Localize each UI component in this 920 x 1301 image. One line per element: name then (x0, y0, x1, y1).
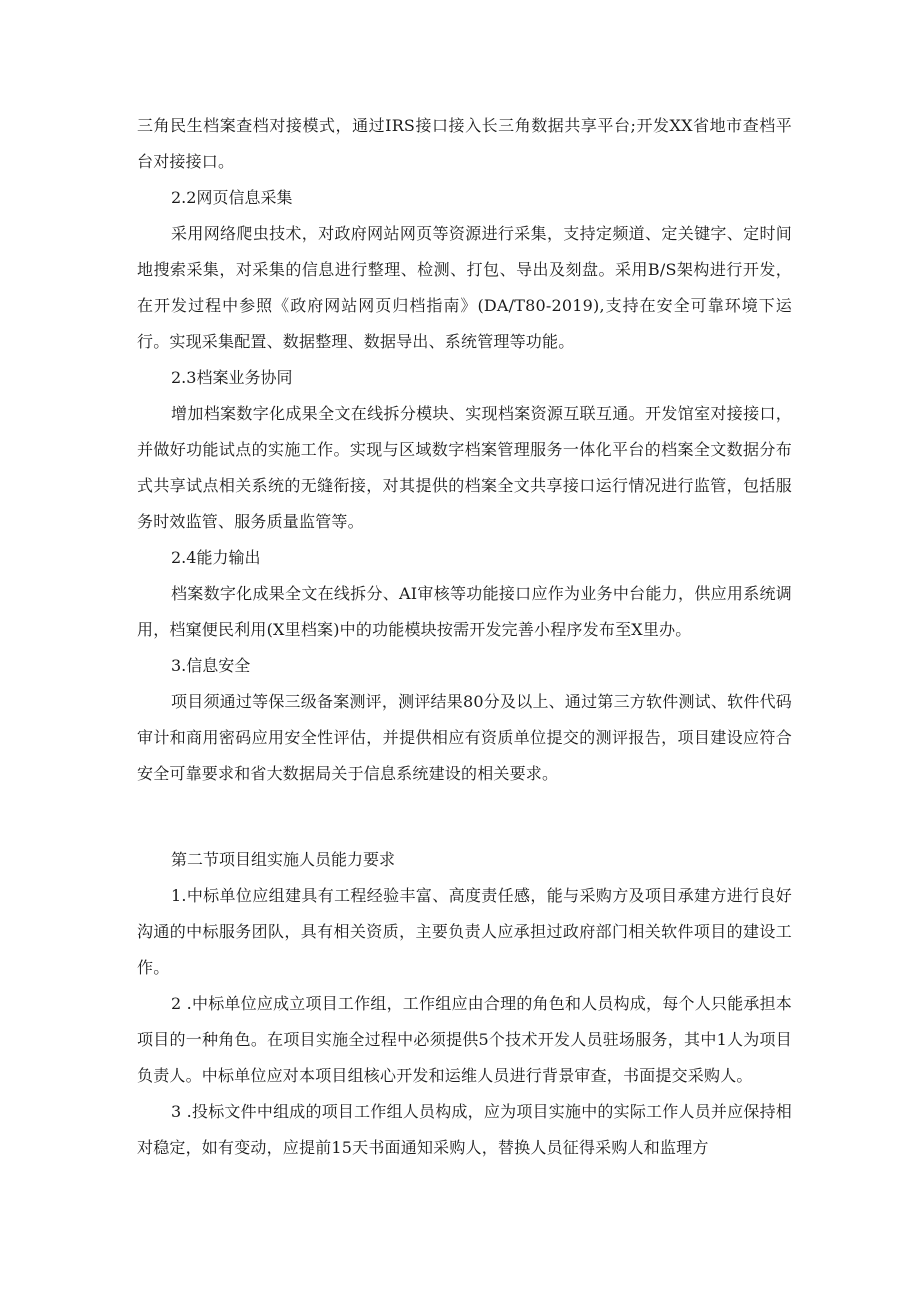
paragraph-irs-interface: 三角民生档案查档对接模式，通过IRS接口接入长三角数据共享平台;开发XX省地市查档平台对接接口。 (137, 116, 792, 171)
paragraph-capability-output: 档案数字化成果全文在线拆分、AI审核等功能接口应作为业务中台能力，供应用系统调用，档窠便民利用(X里档案)中的功能模块按需开发完善小程序发布至X里办。 (137, 584, 792, 639)
heading-web-collection: 2.2网页信息采集 (171, 188, 293, 207)
heading-information-security: 3.信息安全 (171, 656, 251, 675)
document-body (137, 108, 792, 1166)
paragraph-requirement-2: 2 .中标单位应成立项目工作组，工作组应由合理的角色和人员构成，每个人只能承担本项目的一种角色。在项目实施全过程中必须提供5个技术开发人员驻场服务，其中1人为项目负责人。中标单位应对本项目组核心开发和运维人员进行背景审查，书面提交采购人。 (137, 994, 792, 1085)
section-spacer (137, 792, 792, 842)
paragraph-requirement-1: 1.中标单位应组建具有工程经验丰富、高度责任感，能与采购方及项目承建方进行良好沟通的中标服务团队，具有相关资质，主要负责人应承担过政府部门相关软件项目的建设工作。 (137, 886, 792, 977)
heading-section-two: 第二节项目组实施人员能力要求 (171, 850, 396, 869)
paragraph-web-collection: 采用网络爬虫技术，对政府网站网页等资源进行采集，支持定频道、定关键字、定时间地搜索采集，对采集的信息进行整理、检测、打包、导出及刻盘。采用B/S架构进行开发，在开发过程中参照《政府网站网页归档指南》(DA/T80-2019),支持在安全可靠环境下运行。实现采集配置、数据整理、数据导出、系统管理等功能。 (137, 224, 792, 351)
paragraph-information-security: 项目须通过等保三级备案测评，测评结果80分及以上、通过第三方软件测试、软件代码审计和商用密码应用安全性评估，并提供相应有资质单位提交的测评报告，项目建设应符合安全可靠要求和省大数据局关于信息系统建设的相关要求。 (137, 692, 792, 783)
heading-archive-collaboration: 2.3档案业务协同 (171, 368, 293, 387)
paragraph-archive-collaboration: 增加档案数字化成果全文在线拆分模块、实现档案资源互联互通。开发馆室对接接口，并做好功能试点的实施工作。实现与区域数字档案管理服务一体化平台的档案全文数据分布式共享试点相关系统的无缝衔接，对其提供的档案全文共享接口运行情况进行监管，包括服务时效监管、服务质量监管等。 (137, 404, 792, 531)
heading-capability-output: 2.4能力输出 (171, 548, 261, 567)
paragraph-requirement-3: 3 .投标文件中组成的项目工作组人员构成，应为项目实施中的实际工作人员并应保持相对稳定，如有变动，应提前15天书面通知采购人，替换人员征得采购人和监理方 (137, 1102, 792, 1157)
